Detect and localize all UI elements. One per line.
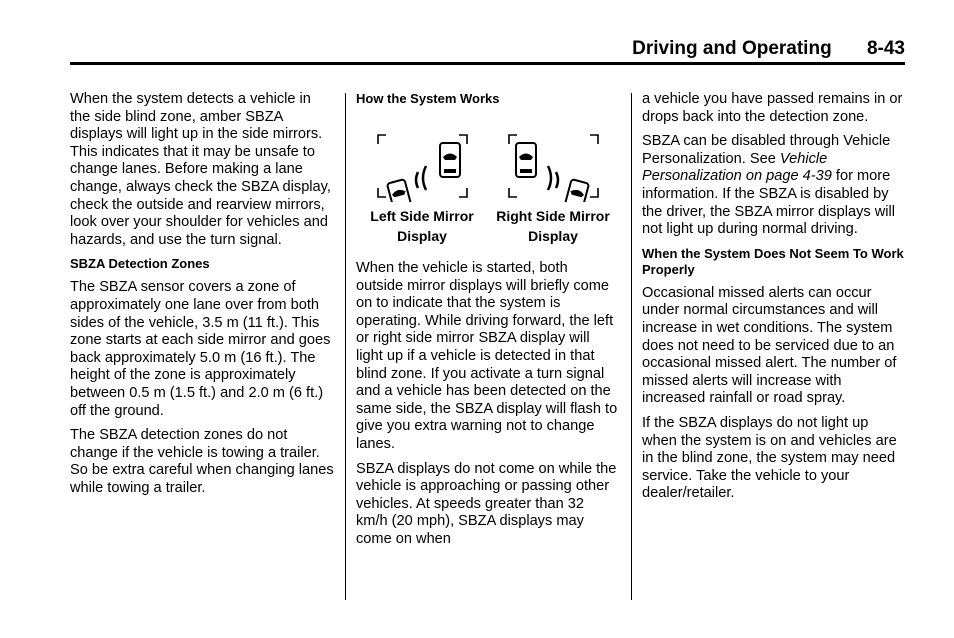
page-header — [632, 38, 905, 60]
column-divider — [631, 93, 632, 600]
left-mirror-display-icon — [387, 143, 460, 202]
page-number: 8-43 — [866, 38, 905, 59]
paragraph: When the vehicle is started, both outside mirror displays will briefly come on to indicate that the system is operating. While driving forward, the left or right side mirror SBZA display will light up if a vehicle is detected in that blind zone. If you activate a turn signal and a vehicle has been detected on the same side, the SBZA display will flash to give you extra warning not to change lanes. — [356, 260, 618, 452]
subheading: SBZA Detection Zones — [70, 256, 210, 272]
column-left — [70, 91, 335, 504]
paragraph — [642, 133, 907, 239]
paragraph: When the system detects a vehicle in the side blind zone, amber SBZA displays will light up in the side mirrors. This indicates that it may be unsafe to change lanes. Before making a lane change, always check the SBZA display, check the outside and rearview mirrors, look over your shoulder for vehicles and hazards, and use the turn signal. — [70, 91, 331, 248]
right-mirror-display-icon — [516, 143, 589, 202]
paragraph: The SBZA detection zones do not change if the vehicle is towing a trailer. So be extra careful when changing lanes while towing a trailer. — [70, 427, 334, 496]
mirror-display-figure — [356, 114, 618, 202]
left-mirror-caption: Left Side Mirror Display — [370, 208, 474, 244]
paragraph: Occasional missed alerts can occur under normal circumstances and will increase in wet conditions. The system does not need to be serviced due to an occasional missed alert. The number of missed alerts will increase with increased rainfall or road spray. — [642, 284, 897, 407]
mirror-display-figure-svg — [356, 114, 618, 202]
cross-reference-link[interactable]: Vehicle Personalization on page 4-39 — [642, 150, 832, 185]
section-title: Driving and Operating — [632, 38, 832, 59]
paragraph: The SBZA sensor covers a zone of approximately one lane over from both sides of the vehicle, 3.5 m (11 ft.). This zone starts at each side mirror and goes back approximately 5.0 m (16 ft.). The height of the zone is approximately between 0.5 m (1.5 ft.) and 2.0 m (6 ft.) off the ground. — [70, 279, 331, 419]
column-divider — [345, 93, 346, 600]
figure-captions — [356, 206, 618, 246]
header-rule — [70, 62, 905, 65]
column-middle — [356, 91, 618, 556]
paragraph-text: for more information. If the SBZA is disabled by the driver, the SBZA mirror displays will not light up during normal driving. — [642, 168, 896, 238]
paragraph: SBZA displays do not come on while the vehicle is approaching or passing other vehicles. At speeds greater than 32 km/h (20 mph), SBZA displays may come on when — [356, 460, 617, 547]
subheading: How the System Works — [356, 91, 500, 106]
paragraph-text: SBZA can be disabled through Vehicle Personalization. See — [642, 133, 891, 167]
paragraph: a vehicle you have passed remains in or drops back into the detection zone. — [642, 91, 903, 125]
right-mirror-caption: Right Side Mirror Display — [496, 208, 610, 244]
paragraph: If the SBZA displays do not light up when the system is on and vehicles are in the blind zone, the system may need service. Take the vehicle to your dealer/retailer. — [642, 414, 897, 502]
column-right — [642, 91, 907, 510]
subheading: When the System Does Not Seem To Work Properly — [642, 245, 904, 277]
